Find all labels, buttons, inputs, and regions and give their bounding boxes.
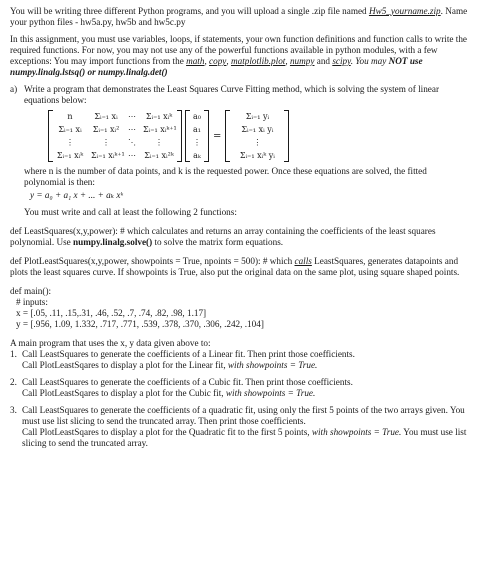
matrix-cell: ⋮ — [66, 138, 74, 147]
vector-cell: ⋮ — [253, 138, 262, 147]
plot-desc: # which — [262, 256, 295, 266]
task-line: Call PlotLeastSqares to display a plot for the Quadratic fit to the first 5 points, — [22, 427, 312, 437]
matrix-cell: Σᵢ₌₁ xᵢ — [94, 112, 118, 121]
matrix-cell: ⋯ — [128, 125, 136, 134]
assignment-tail: . You may — [350, 56, 389, 66]
task-showpoints: with showpoints = True. — [227, 360, 318, 370]
matrix-cell: ⋯ — [128, 151, 136, 160]
matrix-equation — [48, 110, 468, 162]
assignment-paragraph: In this assignment, you must use variables, loops, if statements, your own function definitions and function calls to write the required functions. For now, you may not use any of the powerful functions available in python modules, with a few exceptions: You may import functions from the math, copy, matplotlib.plot, numpy and scipy. You may NOT use numpy.linalg.lstsq() or numpy.linalg.det() — [10, 34, 468, 77]
rhs-vector — [225, 110, 289, 162]
part-a-text: Write a program that demonstrates the Least Squares Curve Fitting method, which is solving the system of linear equations below: — [24, 84, 440, 105]
solve-function: numpy.linalg.solve() — [73, 237, 153, 247]
least-squares-desc: # which calculates and returns an array containing the coefficients of the least squares polynomial. Use — [10, 226, 436, 247]
plot-desc-tail: LeastSquares, generates datapoints and plots the least squares curve. If showpoints is True, also put the original data on the same plot, using square shaped points. — [10, 256, 460, 277]
x-data: x = [.05, .11, .15,.31, .46, .52, .7, .74, .82, .98, 1.17] — [16, 308, 207, 318]
vector-cell: a₀ — [193, 112, 201, 121]
intro-tail: . Name your python files - hw5a.py, hw5b and hw5c.py — [10, 6, 468, 27]
task-line: Call LeastSquares to generate the coefficients of a Linear fit. Then print those coefficients. — [22, 349, 355, 359]
task-item — [10, 377, 468, 399]
module-math: math — [186, 56, 205, 66]
module-scipy: scipy — [332, 56, 351, 66]
module-matplotlib: matplotlib.plot — [230, 56, 286, 66]
must-write-text: You must write and call at least the following 2 functions: — [24, 207, 237, 217]
module-numpy: numpy — [289, 56, 315, 66]
zip-filename: Hw5_yourname.zip — [368, 6, 441, 16]
y-data: y = [.956, 1.09, 1.332, .717, .771, .539, .378, .370, .306, .242, .104] — [16, 319, 264, 329]
task-line: Call PlotLeastSqares to display a plot for the Linear fit, — [22, 360, 228, 370]
coefficient-matrix — [48, 110, 182, 162]
assignment-text: In this assignment, you must use variables, loops, if statements, your own function definitions and function calls to write the required functions. For now, you may not use any of the powerful functions available in python modules, with a few exceptions: You may import functions from the — [10, 34, 468, 66]
task-showpoints: with showpoints = True. — [311, 427, 402, 437]
task-number: 1. — [10, 349, 17, 359]
least-squares-function — [10, 226, 468, 248]
matrix-cell: Σᵢ₌₁ xᵢ² — [92, 125, 120, 134]
task-showpoints: with showpoints = True. — [225, 388, 316, 398]
task-line: Call LeastSquares to generate the coefficients of a Cubic fit. Then print those coefficients. — [22, 377, 353, 387]
part-a-label: a) — [10, 84, 18, 94]
part-a — [10, 84, 468, 226]
equals-sign: = — [213, 130, 222, 142]
vector-cell: ⋮ — [193, 138, 201, 147]
least-squares-tail: to solve the matrix form equations. — [152, 237, 284, 247]
inputs-comment: # inputs: — [16, 297, 48, 307]
matrix-cell: Σᵢ₌₁ xᵢᵏ⁺¹ — [143, 125, 177, 134]
matrix-cell: Σᵢ₌₁ xᵢ — [58, 125, 82, 134]
plot-function — [10, 256, 468, 278]
fitted-polynomial: y = a₀ + a₁ x + ... + aₖ xᵏ — [30, 190, 123, 200]
task-number: 3. — [10, 405, 17, 415]
vector-cell: aₖ — [193, 151, 201, 160]
vector-cell: Σᵢ₌₁ xᵢ yᵢ — [241, 125, 274, 134]
matrix-cell: Σᵢ₌₁ xᵢ²ᵏ — [144, 151, 174, 160]
part-a-body — [24, 84, 468, 226]
where-text: where n is the number of data points, and k is the requested power. Once these equations are solved, the fitted polynomial is then: — [24, 166, 427, 187]
matrix-cell: ⋯ — [128, 112, 136, 121]
vector-cell: Σᵢ₌₁ yᵢ — [245, 112, 270, 121]
vector-cell: a₁ — [193, 125, 201, 134]
intro-text: You will be writing three different Python programs, and you will upload a single .zip file named — [10, 6, 367, 16]
main-function — [10, 286, 468, 330]
plot-signature: def PlotLeastSquares(x,y,power, showpoints = True, npoints = 500): — [10, 256, 263, 266]
main-signature: def main(): — [10, 286, 52, 296]
matrix-cell: Σᵢ₌₁ xᵢᵏ — [56, 151, 84, 160]
matrix-cell: Σᵢ₌₁ xᵢᵏ — [145, 112, 173, 121]
matrix-cell: ⋮ — [155, 138, 163, 147]
task-list — [10, 349, 468, 449]
module-copy: copy — [209, 56, 227, 66]
coefficient-vector — [185, 110, 209, 162]
matrix-cell: n — [67, 112, 73, 121]
tasks-intro: A main program that uses the x, y data given above to: — [10, 338, 211, 348]
task-line: Call PlotLeastSqares to display a plot for the Cubic fit, — [22, 388, 226, 398]
task-line: You must use list slicing to send the truncated array. — [22, 427, 467, 448]
intro-paragraph — [10, 6, 468, 28]
vector-cell: Σᵢ₌₁ xᵢᵏ yᵢ — [239, 151, 275, 160]
matrix-cell: Σᵢ₌₁ xᵢᵏ⁺¹ — [91, 151, 125, 160]
matrix-cell: ⋱ — [128, 138, 136, 147]
task-number: 2. — [10, 377, 17, 387]
task-line: Call LeastSquares to generate the coefficients of a quadratic fit, using only the first 5 points of the two arrays given. You must use list slicing to send the truncated array. Then print those coefficients. — [22, 405, 465, 426]
matrix-cell: ⋮ — [102, 138, 110, 147]
task-item — [10, 349, 468, 371]
task-item — [10, 405, 468, 449]
least-squares-signature: def LeastSquares(x,y,power): — [10, 226, 121, 236]
calls-word: calls — [294, 256, 312, 266]
not-allowed-functions: NOT use numpy.linalg.lstsq() or numpy.linalg.det() — [10, 56, 423, 77]
